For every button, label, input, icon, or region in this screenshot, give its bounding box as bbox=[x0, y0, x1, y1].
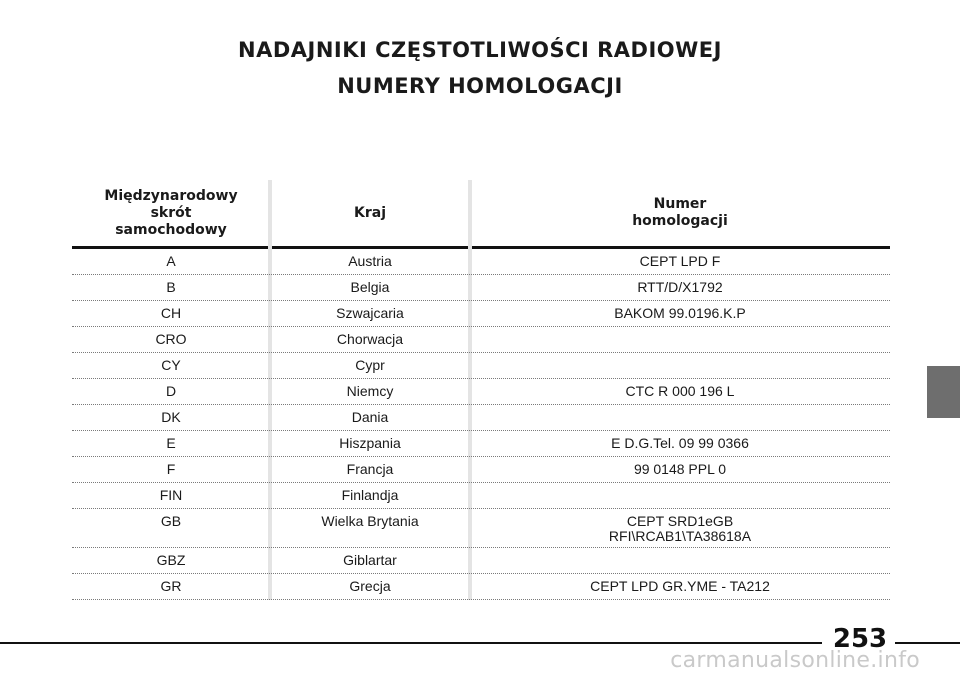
footer-rule bbox=[0, 642, 822, 644]
homologation-table bbox=[72, 180, 890, 600]
cell-number-line: CEPT LPD GR.YME - TA212 bbox=[590, 578, 770, 594]
cell-abbrev: GBZ bbox=[156, 552, 186, 568]
cell-number bbox=[470, 280, 890, 295]
cell-country: Cypr bbox=[355, 357, 385, 373]
cell-number bbox=[470, 462, 890, 477]
cell-abbrev: GB bbox=[160, 513, 182, 529]
cell-number-line: BAKOM 99.0196.K.P bbox=[614, 305, 746, 321]
cell-abbrev: CY bbox=[161, 357, 181, 373]
cell-number-line: RTT/D/X1792 bbox=[637, 279, 723, 295]
footer-rule bbox=[895, 642, 960, 644]
cell-abbrev: D bbox=[165, 383, 177, 399]
cell-abbrev: CRO bbox=[155, 331, 187, 347]
cell-country: Niemcy bbox=[346, 383, 394, 399]
cell-number bbox=[470, 514, 890, 544]
cell-country: Grecja bbox=[349, 578, 391, 594]
table-row bbox=[72, 327, 890, 353]
page-number: 253 bbox=[832, 624, 888, 654]
cell-abbrev: F bbox=[166, 461, 176, 477]
header-abbrev-line: skrót bbox=[150, 204, 192, 221]
cell-abbrev: FIN bbox=[159, 487, 183, 503]
cell-country: Francja bbox=[346, 461, 394, 477]
watermark: carmanualsonline.info bbox=[670, 648, 920, 673]
table-row bbox=[72, 548, 890, 574]
page-subtitle: NUMERY HOMOLOGACJI bbox=[337, 74, 623, 98]
table-row bbox=[72, 457, 890, 483]
cell-number-line: 99 0148 PPL 0 bbox=[633, 461, 727, 477]
table-row bbox=[72, 275, 890, 301]
cell-country: Giblartar bbox=[343, 552, 397, 568]
cell-abbrev: B bbox=[166, 279, 176, 295]
cell-country: Chorwacja bbox=[336, 331, 404, 347]
cell-number bbox=[470, 254, 890, 269]
cell-country: Finlandja bbox=[341, 487, 399, 503]
cell-number bbox=[470, 384, 890, 399]
table-row bbox=[72, 509, 890, 548]
cell-country: Hiszpania bbox=[339, 435, 401, 451]
header-abbrev-line: Międzynarodowy bbox=[104, 187, 238, 204]
table-row bbox=[72, 301, 890, 327]
header-number-line: homologacji bbox=[632, 213, 728, 229]
table-row bbox=[72, 379, 890, 405]
header-number bbox=[470, 180, 890, 246]
cell-country: Szwajcaria bbox=[336, 305, 404, 321]
table-row bbox=[72, 431, 890, 457]
cell-number-line: RFI\RCAB1\TA38618A bbox=[608, 528, 752, 544]
cell-abbrev: A bbox=[166, 253, 176, 269]
header-abbrev-line: samochodowy bbox=[115, 221, 227, 238]
header-country: Kraj bbox=[354, 204, 386, 221]
cell-country: Austria bbox=[348, 253, 392, 269]
cell-country: Belgia bbox=[350, 279, 390, 295]
cell-number-line: CEPT LPD F bbox=[639, 253, 721, 269]
page-title: NADAJNIKI CZĘSTOTLIWOŚCI RADIOWEJ bbox=[238, 38, 722, 62]
header-abbrev bbox=[72, 180, 270, 246]
table-row bbox=[72, 574, 890, 600]
table-row bbox=[72, 405, 890, 431]
section-tab-marker bbox=[927, 366, 960, 418]
table-body bbox=[72, 249, 890, 600]
cell-country: Dania bbox=[351, 409, 389, 425]
table-row bbox=[72, 353, 890, 379]
table-row bbox=[72, 249, 890, 275]
table-row bbox=[72, 483, 890, 509]
cell-abbrev: DK bbox=[161, 409, 181, 425]
cell-number-line: CEPT SRD1eGB bbox=[626, 513, 734, 529]
cell-abbrev: GR bbox=[160, 578, 182, 594]
cell-number-line: CTC R 000 196 L bbox=[625, 383, 735, 399]
cell-abbrev: CH bbox=[160, 305, 182, 321]
table-header bbox=[72, 180, 890, 246]
cell-number bbox=[470, 436, 890, 451]
cell-number-line: E D.G.Tel. 09 99 0366 bbox=[611, 435, 749, 451]
cell-number bbox=[470, 306, 890, 321]
cell-abbrev: E bbox=[166, 435, 176, 451]
header-number-line: Numer bbox=[653, 196, 707, 212]
cell-number bbox=[470, 579, 890, 594]
cell-country: Wielka Brytania bbox=[321, 513, 419, 529]
